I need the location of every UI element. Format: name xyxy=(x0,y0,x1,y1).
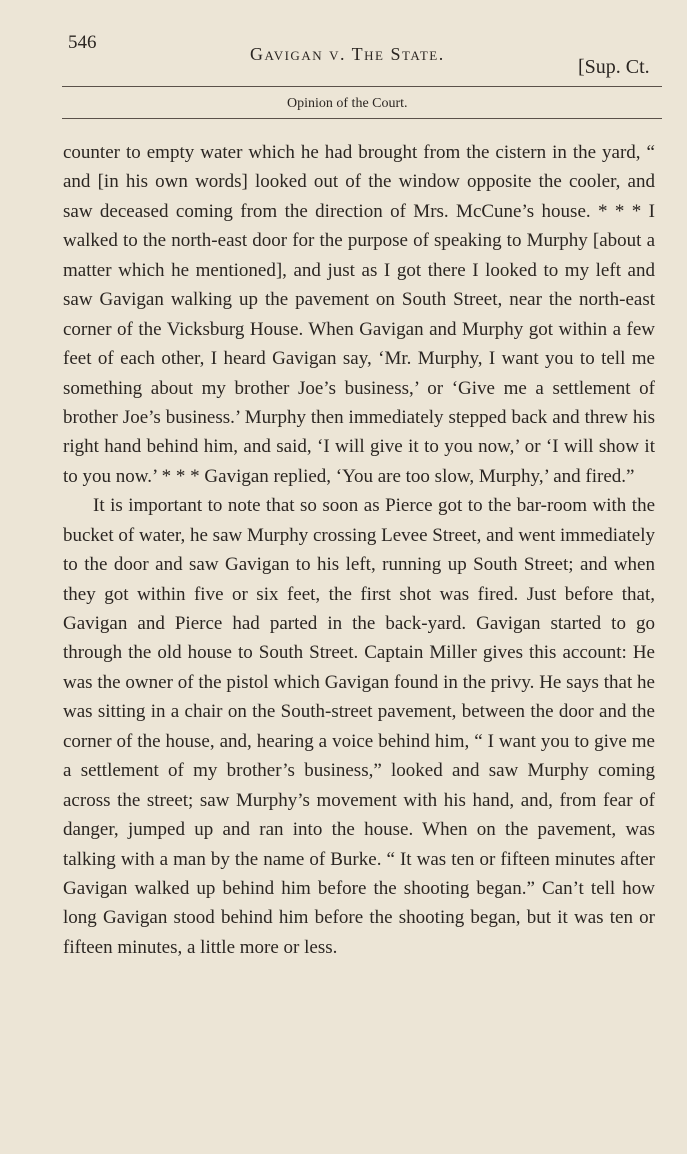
header-rule xyxy=(62,86,662,87)
court-label: [Sup. Ct. xyxy=(578,56,650,78)
body-text xyxy=(63,138,655,962)
paragraph: It is important to note that so soon as Pierce got to the bar-room with the bucket of water, he saw Murphy crossing Levee Street, and went immediately to the door and saw Gavigan to his left, running up South Street; and when they got within five or six feet, the first shot was fired. Just before that, Gavigan and Pierce had parted in the back-yard. Gavigan started to go through the old house to South Street. Captain Miller gives this account: He was the owner of the pistol which Gavigan found in the privy. He says that he was sitting in a chair on the South-street pavement, between the door and the corner of the house, and, hearing a voice behind him, “ I want you to give me a settlement of my brother’s business,” looked and saw Murphy coming across the street; saw Murphy’s movement with his hand, and, from fear of danger, jumped up and ran into the house. When on the pavement, was talking with a man by the name of Burke. “ It was ten or fifteen minutes after Gavigan walked up behind him before the shooting began.” Can’t tell how long Gavigan stood behind him before the shooting began, but it was ten or fifteen minutes, a little more or less. xyxy=(63,495,655,958)
running-title: Gavigan v. The State. xyxy=(250,44,445,64)
section-label: Opinion of the Court. xyxy=(287,96,408,111)
paragraph-continued: counter to empty water which he had brought from the cistern in the yard, “ and [in his own words] looked out of the window opposite the cooler, and saw deceased coming from the direction of Mrs. McCune’s house. * * * I walked to the north-east door for the purpose of speaking to Murphy [about a matter which he mentioned], and just as I got there I looked to my left and saw Gavigan walking up the pavement on South Street, near the north-east corner of the Vicksburg House. When Gavigan and Murphy got within a few feet of each other, I heard Gavigan say, ‘Mr. Murphy, I want you to tell me something about my brother Joe’s business,’ or ‘Give me a settlement of brother Joe’s business.’ Murphy then immediately stepped back and threw his right hand behind him, and said, ‘I will give it to you now,’ or ‘I will show it to you now.’ * * * Gavigan replied, ‘You are too slow, Murphy,’ and fired.” xyxy=(63,142,655,487)
page-number: 546 xyxy=(68,32,97,53)
section-rule xyxy=(62,118,662,119)
